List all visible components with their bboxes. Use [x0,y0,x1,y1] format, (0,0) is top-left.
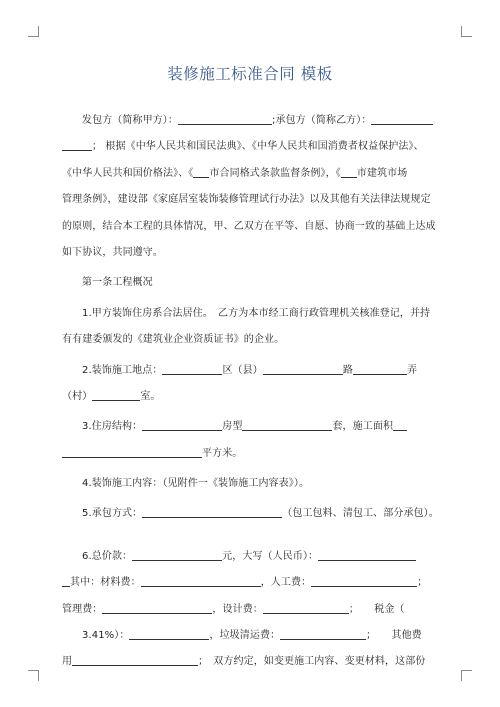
party-a-label: 发包方（简称甲方）： [82,115,178,126]
room-blank [92,388,140,401]
article-1-heading: 第一条工程概况 [82,277,153,289]
tax-blank [129,627,209,640]
district-blank [162,362,222,375]
laws-line-4: 的原则，结合本工程的具体情况，甲、乙双方在平等、自愿、协商一致的基础上达成 [62,220,436,232]
semicolon-3: ； [348,603,355,615]
contract-method-blank [142,505,282,518]
item-3-line-1 [62,414,442,440]
house-type-blank [242,418,332,431]
area-blank-cont [62,445,202,458]
item-4: 4.装饰施工内容：（见附件一《装饰施工内容表》）。 [82,478,310,490]
item-5-label: 5.承包方式： [82,508,143,520]
structure-blank [142,418,222,431]
contract-method-options: （包工包料、清包工、部分承包）。 [282,508,439,520]
semicolon-2: ； [417,577,428,589]
parties-line [62,108,442,134]
area-unit: 平方米。 [202,447,243,459]
room-label: 室。 [140,390,161,402]
laws-text-1: 根据《中华人民共和国民法典》、《中华人民共和国消费者权益保护法》、 [105,141,424,153]
set-area-label: 套，施工面积 [332,421,394,433]
uppercase-label: 元，大写（人民币）： [222,550,319,562]
intro-paragraph [62,108,442,266]
road-label: 路 [342,364,353,376]
laws-line-1 [62,134,442,160]
house-type-label: 房型 [222,421,243,433]
management-fee-label: 管理费： [62,603,103,615]
laws-line-5: 如下协议，共同遵守。 [62,246,163,258]
item-1-line-1: 1.甲方装饰住房系合法居住。 乙方为本市经工商行政管理机关核准登记，并持 [82,307,431,319]
district-label: 区（县） [222,364,263,376]
garbage-fee-label: ，垃圾清运费： [209,630,281,642]
uppercase-blank-cont [62,574,70,587]
material-fee-blank [141,574,261,587]
laws-text-2c: 市建筑市场 [356,167,408,179]
total-price-blank [132,548,222,561]
item-5 [62,501,442,527]
item-6-line-1 [62,544,442,570]
labor-fee-label: ，人工费： [260,577,312,589]
party-b-blank-cont [62,138,92,151]
corner-mark-top-right [461,26,472,37]
document-title: 装修施工标准合同 模板 [167,65,333,83]
lane-blank [353,362,407,375]
laws-text-2a: 《中华人民共和国价格法》、《 [62,167,194,179]
other-fee-blank [72,653,198,666]
party-b-blank [371,112,433,125]
design-fee-label: ，设计费： [212,603,263,615]
party-b-label: ;承包方（简称乙方）： [272,115,372,126]
item-6-label: 6.总价款： [82,550,133,562]
laws-line-3: 管理条例》，建设部《家庭居室装饰装修管理试行办法》以及其他有关法律法规规定 [62,194,431,206]
item-6-line-2 [62,570,442,596]
other-fee-label-cont: 用 [62,656,73,668]
city-blank-1 [193,165,209,178]
labor-fee-blank [311,574,417,587]
item-2-line-2 [62,384,442,410]
city-blank-2 [341,165,357,178]
management-fee-blank [102,601,212,614]
item-1-line-2: 有有建委颁发的《建筑业企业资质证书》的企业。 [62,334,285,346]
semicolon: ； [92,141,103,153]
item-6-line-5 [62,649,442,675]
change-terms-text: ； 双方约定，如变更施工内容、变更材料，这部份 [198,656,426,668]
party-a-blank [178,112,272,125]
item-3-label: 3.住房结构： [82,421,143,433]
corner-mark-bottom-left [28,670,39,681]
item-6-line-3 [62,597,442,623]
village-label: （村） [62,390,93,402]
corner-mark-bottom-right [461,670,472,681]
laws-text-2b: 市合同格式条款监督条例》，《 [209,167,341,179]
tax-label: 税金（ [374,603,405,615]
material-fee-label: 其中：材料费： [70,577,141,589]
uppercase-blank [318,548,416,561]
document-body [62,108,442,676]
item-3-line-2 [62,441,442,467]
semicolon-4: ； [366,630,372,642]
garbage-fee-blank [280,627,366,640]
item-6-line-4 [62,623,442,649]
item-2-line-1 [62,358,442,384]
other-fee-label: 其他费 [391,630,422,642]
design-fee-blank [263,601,349,614]
laws-line-2 [62,161,442,187]
corner-mark-top-left [28,26,39,37]
item-2-label: 2.装饰施工地点： [82,364,163,376]
road-blank [263,362,343,375]
tax-rate-label: 3.41%）： [82,630,130,642]
lane-label: 弄 [406,364,418,376]
area-blank [393,418,407,431]
